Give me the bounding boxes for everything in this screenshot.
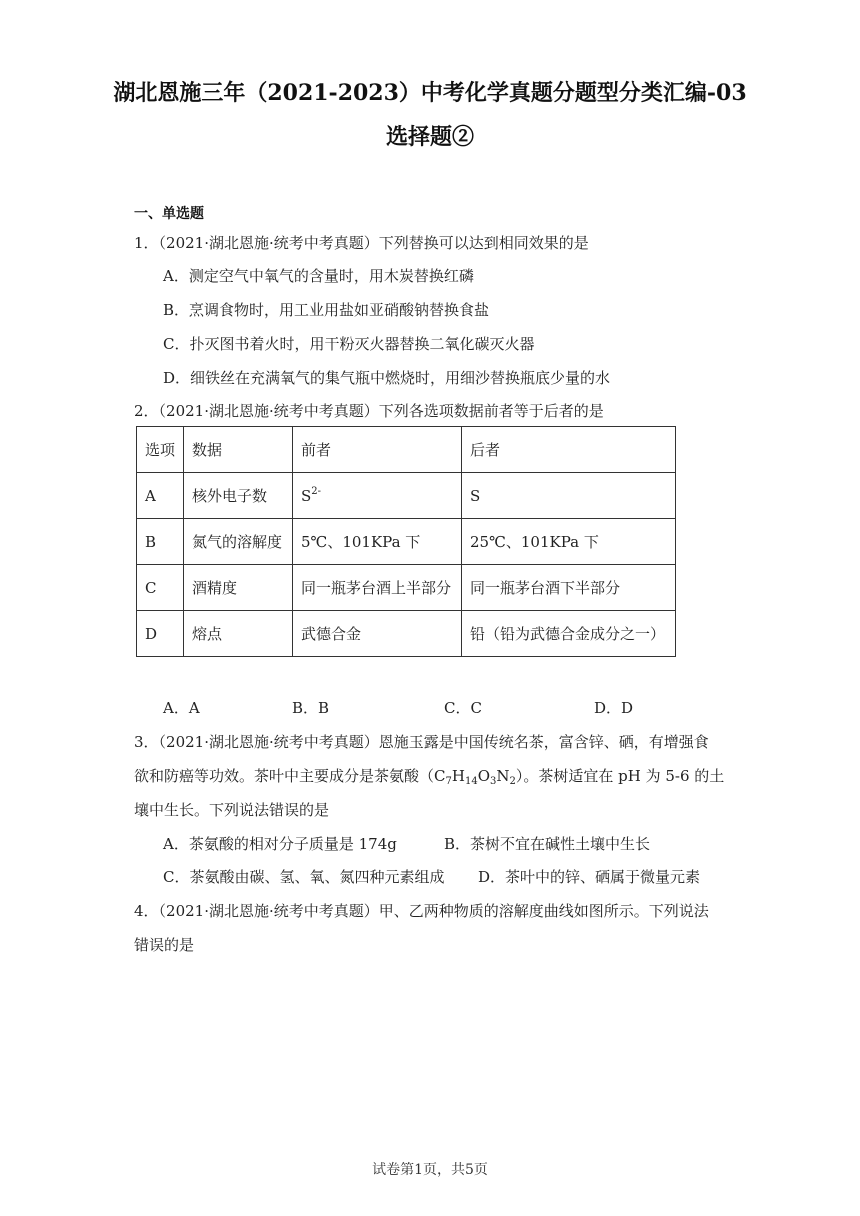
page-title-line-1: 湖北恩施三年（2021-2023）中考化学真题分题型分类汇编-03	[113, 80, 747, 106]
table-header-cell: 后者	[462, 427, 676, 473]
question-2-option-c: C．C	[444, 699, 482, 717]
question-1-option-a: A．测定空气中氧气的含量时，用木炭替换红磷	[163, 267, 474, 285]
question-4-stem-line-2: 错误的是	[134, 936, 195, 954]
table-header-row	[137, 427, 676, 473]
theanine-formula	[434, 767, 516, 785]
table-row	[137, 519, 676, 565]
question-1-stem: 1．（2021·湖北恩施·统考中考真题）下列替换可以达到相同效果的是	[134, 234, 589, 252]
formula-element: C	[434, 767, 446, 785]
question-4-stem-line-1: 4．（2021·湖北恩施·统考中考真题）甲、乙两种物质的溶解度曲线如图所示。下列说法	[134, 902, 709, 920]
question-2-option-d: D．D	[594, 699, 634, 717]
formula-element: N	[496, 767, 510, 785]
question-2-option-b: B．B	[292, 699, 330, 717]
table-cell: 酒精度	[184, 565, 293, 611]
table-cell: C	[137, 565, 184, 611]
question-1-option-c: C．扑灭图书着火时，用干粉灭火器替换二氧化碳灭火器	[163, 335, 535, 353]
question-3-stem-line-2	[134, 765, 724, 787]
table-row	[137, 565, 676, 611]
ion-charge-superscript: 2-	[311, 486, 322, 497]
table-cell: 铅（铅为武德合金成分之一）	[462, 611, 676, 657]
stem-text: 欲和防癌等功效。茶叶中主要成分是茶氨酸（	[134, 767, 435, 785]
table-header-cell: 前者	[293, 427, 462, 473]
formula-subscript: 7	[445, 776, 452, 787]
question-3-option-c: C．茶氨酸由碳、氢、氧、氮四种元素组成	[163, 868, 445, 886]
question-2-table	[136, 426, 676, 657]
question-2-stem: 2．（2021·湖北恩施·统考中考真题）下列各选项数据前者等于后者的是	[134, 402, 604, 420]
table-cell: 同一瓶茅台酒上半部分	[293, 565, 462, 611]
table-cell: 5℃、101KPa 下	[293, 519, 462, 565]
table-cell: 氮气的溶解度	[184, 519, 293, 565]
table-cell: 核外电子数	[184, 473, 293, 519]
stem-text: ）。茶树适宜在 pH 为 5-6 的土	[515, 767, 725, 785]
table-cell: 熔点	[184, 611, 293, 657]
sulfide-ion-symbol: S	[301, 487, 312, 505]
table-cell: 武德合金	[293, 611, 462, 657]
table-cell: 同一瓶茅台酒下半部分	[462, 565, 676, 611]
table-header-cell: 数据	[184, 427, 293, 473]
page-title-line-2: 选择题②	[385, 124, 474, 150]
question-3-option-d: D．茶叶中的锌、硒属于微量元素	[478, 868, 701, 886]
formula-subscript: 2	[509, 776, 516, 787]
table-cell: B	[137, 519, 184, 565]
table-row	[137, 611, 676, 657]
table-cell: S	[462, 473, 676, 519]
table-cell	[293, 473, 462, 519]
formula-element: H	[451, 767, 465, 785]
page-footer: 试卷第1页，共5页	[372, 1162, 488, 1178]
question-2-option-a: A．A	[163, 699, 200, 717]
table-cell: A	[137, 473, 184, 519]
formula-subscript: 3	[490, 776, 497, 787]
question-3-option-a: A．茶氨酸的相对分子质量是 174g	[163, 835, 397, 853]
question-1-option-d: D．细铁丝在充满氧气的集气瓶中燃烧时，用细沙替换瓶底少量的水	[163, 369, 611, 387]
formula-element: O	[477, 767, 491, 785]
table-cell: 25℃、101KPa 下	[462, 519, 676, 565]
table-header-cell: 选项	[137, 427, 184, 473]
question-3-option-b: B．茶树不宜在碱性土壤中生长	[444, 835, 651, 853]
question-3-stem-line-3: 壤中生长。下列说法错误的是	[134, 801, 330, 819]
formula-subscript: 14	[464, 776, 478, 787]
section-heading: 一、单选题	[134, 206, 204, 222]
table-row	[137, 473, 676, 519]
question-3-stem-line-1: 3．（2021·湖北恩施·统考中考真题）恩施玉露是中国传统名茶，富含锌、硒，有增强食	[134, 733, 709, 751]
table-cell: D	[137, 611, 184, 657]
question-1-option-b: B．烹调食物时，用工业用盐如亚硝酸钠替换食盐	[163, 301, 490, 319]
